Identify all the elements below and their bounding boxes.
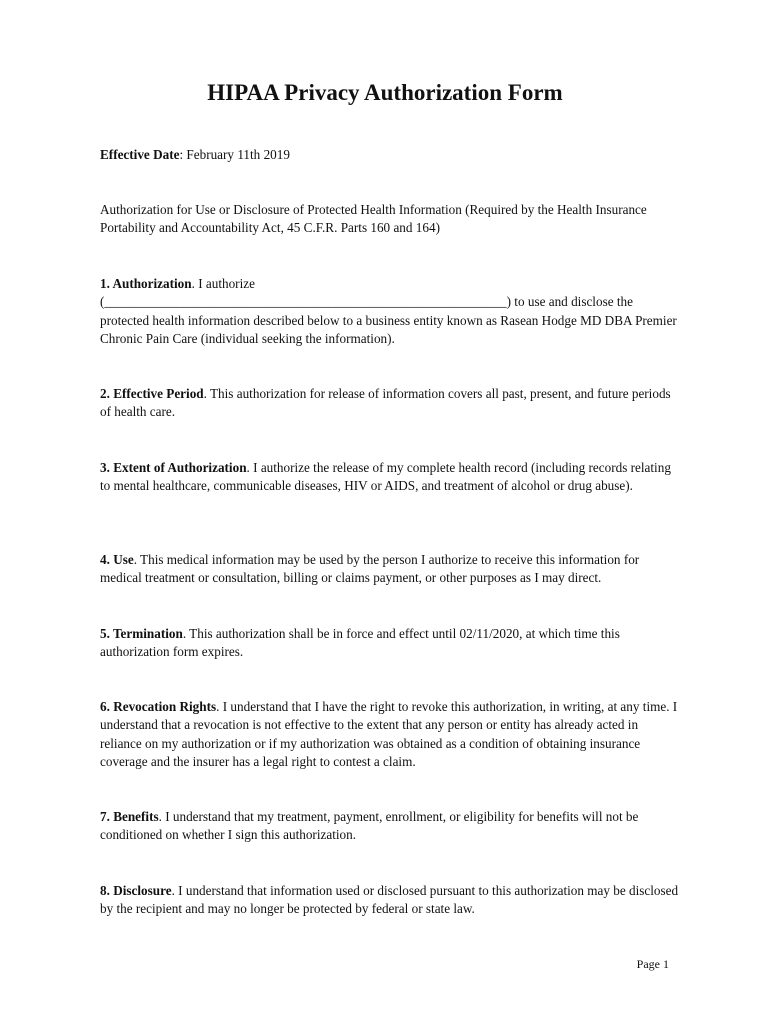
section-text: . I authorize the release of my complete health record (including records relating to mental healthcare, communicable diseases, HIV or AIDS, and treatment of alcohol or drug abuse).	[100, 460, 671, 494]
section-text: the protected health information described below to a business entity known as Rasean Hodge MD DBA Premier Chronic Pain Care (individual seeking the information).	[100, 294, 677, 346]
section-extent-of-authorization	[100, 459, 680, 496]
section-termination	[100, 625, 680, 662]
section-authorization	[100, 275, 680, 348]
section-revocation-rights	[100, 698, 680, 771]
section-text: . I understand that I have the right to revoke this authorization, in writing, at any time. I understand that a revocation is not effective to the extent that any person or entity has already acted in reliance on my authorization or if my authorization was obtained as a condition of obtaining insurance coverage and the insurer has a legal right to contest a claim.	[100, 699, 678, 769]
intro-paragraph: Authorization for Use or Disclosure of Protected Health Information (Required by the Health Insurance Portability and Accountability Act, 45 C.F.R. Parts 160 and 164)	[100, 202, 647, 236]
section-text: . I understand that my treatment, payment, enrollment, or eligibility for benefits will not be conditioned on whether I sign this authorization.	[100, 809, 639, 843]
page-title: HIPAA Privacy Authorization Form	[207, 80, 563, 105]
section-text: . I authorize	[191, 276, 255, 291]
page-number: Page 1	[636, 957, 669, 971]
effective-date	[100, 146, 680, 164]
section-heading: 8. Disclosure	[100, 883, 172, 898]
authorized-party-blank: (_____________________________________________________________) to use and disclose	[100, 294, 614, 310]
section-text: . This authorization shall be in force and effect until 02/11/2020, at which time this authorization form expires.	[100, 626, 620, 660]
section-text: . This medical information may be used by the person I authorize to receive this information for medical treatment or consultation, billing or claims payment, or other purposes as I may direct.	[100, 552, 640, 586]
section-heading: 4. Use	[100, 552, 134, 567]
section-heading: 6. Revocation Rights	[100, 699, 217, 714]
section-heading: 5. Termination	[100, 626, 183, 641]
section-text: . This authorization for release of information covers all past, present, and future periods of health care.	[100, 386, 671, 420]
section-effective-period	[100, 385, 680, 422]
section-text: . I understand that information used or disclosed pursuant to this authorization may be disclosed by the recipient and may no longer be protected by federal or state law.	[100, 883, 679, 917]
effective-date-value: : February 11th 2019	[179, 147, 290, 162]
section-disclosure	[100, 882, 680, 919]
section-use	[100, 551, 680, 588]
section-benefits	[100, 808, 680, 845]
section-heading: 3. Extent of Authorization	[100, 460, 247, 475]
section-heading: 7. Benefits	[100, 809, 159, 824]
section-heading: 2. Effective Period	[100, 386, 204, 401]
effective-date-label: Effective Date	[100, 147, 180, 162]
section-heading: 1. Authorization	[100, 276, 192, 291]
